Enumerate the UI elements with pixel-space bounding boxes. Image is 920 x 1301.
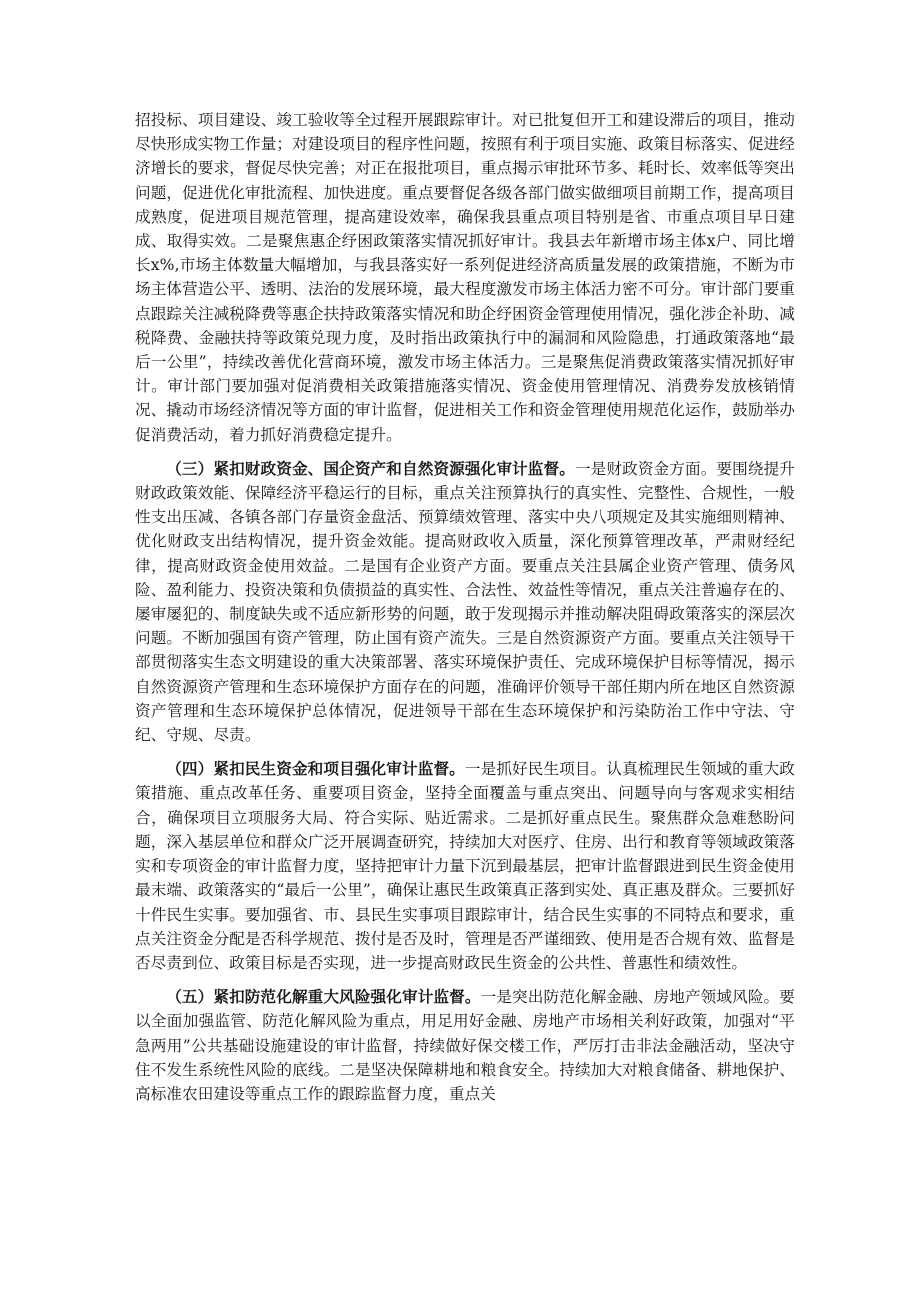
section-4-heading: （四）紧扣民生资金和项目强化审计监督。 [166,759,465,779]
section-5-heading: （五）紧扣防范化解重大风险强化审计监督。 [166,987,481,1007]
section-5-body: 一是突出防范化解金融、房地产领域风险。要以全面加强监管、防范化解风险为重点，用足用好金融、房地产市场相关利好政策，加强对“平急两用”公共基础设施建设的审计监督，持续做好保交楼工作，严厉打击非法金融活动，坚决守住不发生系统性风险的底线。二是坚决保障耕地和粮食安全。持续加大对粮食储备、耕地保护、高标准农田建设等重点工作的跟踪监督力度，重点关 [135,988,795,1103]
section-4-body: 一是抓好民生项目。认真梳理民生领域的重大政策措施、重点改革任务、重要项目资金，坚持全面覆盖与重点突出、问题导向与客观求实相结合，确保项目立项服务大局、符合实际、贴近需求。二是抓好重点民生。聚焦群众急难愁盼问题，深入基层单位和群众广泛开展调查研究，持续加大对医疗、住房、出行和教育等领域政策落实和专项资金的审计监督力度，坚持把审计力量下沉到最基层，把审计监督跟进到民生资金使用最末端、政策落实的“最后一公里”，确保让惠民生政策真正落到实处、真正惠及群众。三要抓好十件民生实事。要加强省、市、县民生实事项目跟踪审计，结合民生实事的不同特点和要求，重点关注资金分配是否科学规范、拨付是否及时，管理是否严谨细致、使用是否合规有效、监督是否尽责到位、政策目标是否实现，进一步提高财政民生资金的公共性、普惠性和绩效性。 [135,760,795,972]
paragraph-4 [135,985,795,1106]
paragraph-1 [135,108,795,447]
paragraph-1-body: 招投标、项目建设、竣工验收等全过程开展跟踪审计。对已批复但开工和建设滞后的项目，推动尽快形成实物工作量；对建设项目的程序性问题，按照有利于项目实施、政策目标落实、促进经济增长的要求，督促尽快完善；对正在报批项目，重点揭示审批环节多、耗时长、效率低等突出问题，促进优化审批流程、加快进度。重点要督促各级各部门做实做细项目前期工作，提高项目成熟度，促进项目规范管理，提高建设效率，确保我县重点项目特别是省、市重点项目早日建成、取得实效。二是聚焦惠企纾困政策落实情况抓好审计。我县去年新增市场主体x户、同比增长x%,市场主体数量大幅增加，与我县落实好一系列促进经济高质量发展的政策措施，不断为市场主体营造公平、透明、法治的发展环境，最大程度激发市场主体活力密不可分。审计部门要重点跟踪关注减税降费等惠企扶持政策落实情况和助企纾困资金管理使用情况，强化涉企补助、减税降费、金融扶持等政策兑现力度，及时指出政策执行中的漏洞和风险隐患，打通政策落地“最后一公里”，持续改善优化营商环境，激发市场主体活力。三是聚焦促消费政策落实情况抓好审计。审计部门要加强对促消费相关政策措施落实情况、资金使用管理情况、消费券发放核销情况、撬动市场经济情况等方面的审计监督，促进相关工作和资金管理使用规范化运作，鼓励举办促消费活动，着力抓好消费稳定提升。 [135,111,795,444]
document-page [135,108,795,1116]
section-3-heading: （三）紧扣财政资金、国企资产和自然资源强化审计监督。 [166,458,575,478]
paragraph-2 [135,457,795,747]
section-3-body: 一是财政资金方面。要围绕提升财政政策效能、保障经济平稳运行的目标，重点关注预算执行的真实性、完整性、合规性，一般性支出压减、各镇各部门存量资金盘活、预算绩效管理、落实中央八项规定及其实施细则精神、优化财政支出结构情况，提升资金效能。提高财政收入质量，深化预算管理改革，严肃财经纪律，提高财政资金使用效益。二是国有企业资产方面。要重点关注县属企业资产管理、债务风险、盈利能力、投资决策和负债损益的真实性、合法性、效益性等情况，重点关注普遍存在的、屡审屡犯的、制度缺失或不适应新形势的问题，敢于发现揭示并推动解决阻碍政策落实的深层次问题。不断加强国有资产管理，防止国有资产流失。三是自然资源资产方面。要重点关注领导干部贯彻落实生态文明建设的重大决策部署、落实环境保护责任、完成环境保护目标等情况，揭示自然资源资产管理和生态环境保护方面存在的问题，准确评价领导干部任期内所在地区自然资源资产管理和生态环境保护总体情况，促进领导干部在生态环境保护和污染防治工作中守法、守纪、守规、尽责。 [135,459,795,745]
paragraph-3 [135,757,795,975]
